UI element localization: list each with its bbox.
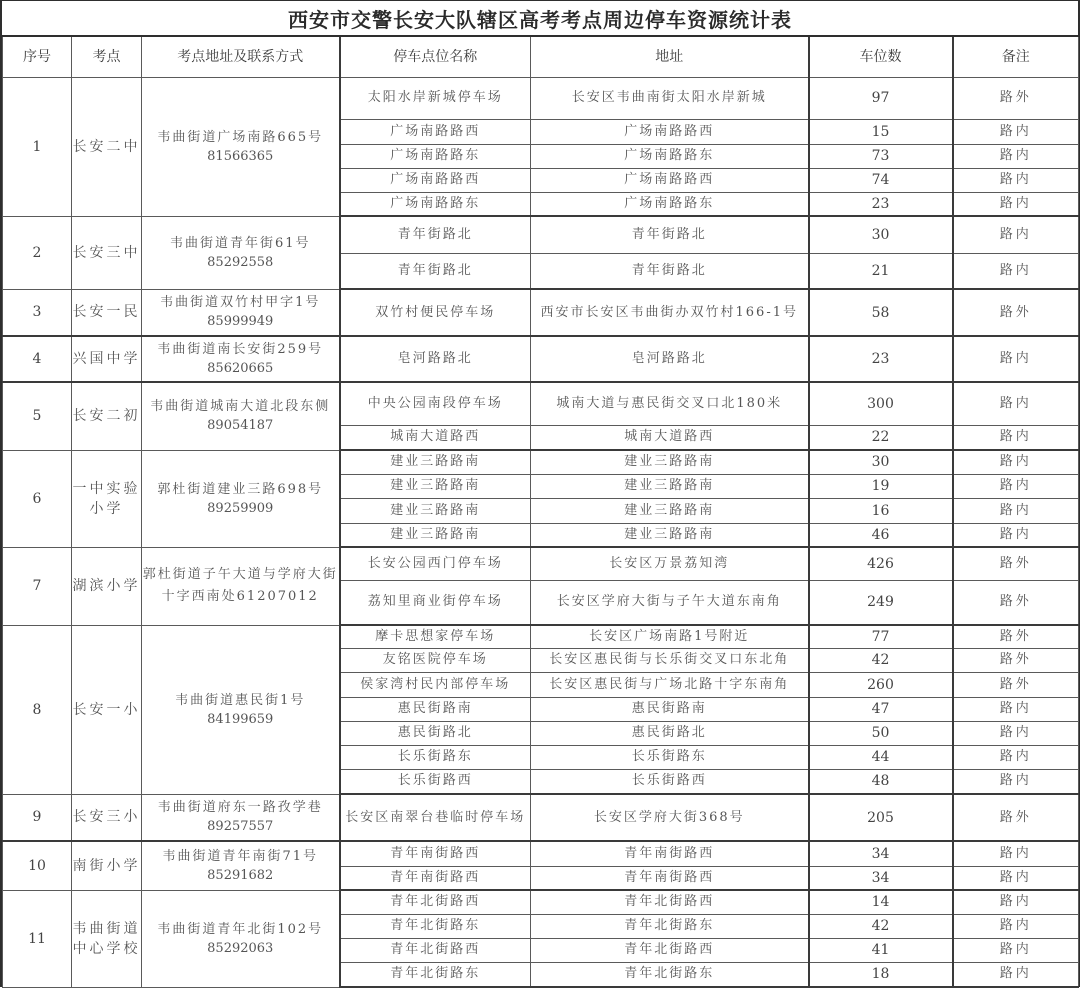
exam-site-street-address: 韦曲街道青年北街102号 (157, 921, 324, 937)
parking-space-count: 249 (809, 580, 953, 625)
exam-site-phone: 89054187 (207, 418, 274, 434)
parking-spot-name: 双竹村便民停车场 (340, 289, 531, 336)
parking-space-count: 34 (809, 841, 953, 866)
parking-space-count: 41 (809, 938, 953, 962)
parking-type-note: 路内 (953, 523, 1079, 547)
exam-site-street-address: 韦曲街道广场南路665号 (157, 129, 324, 145)
parking-space-count: 14 (809, 890, 953, 914)
parking-type-note: 路外 (953, 289, 1079, 336)
exam-site-name: 长安三小 (72, 794, 142, 841)
parking-spot-address: 西安市长安区韦曲街办双竹村166-1号 (531, 289, 809, 336)
header-address: 地址 (531, 37, 809, 77)
parking-spot-address: 建业三路路南 (531, 498, 809, 523)
parking-spot-address: 广场南路路东 (531, 192, 809, 216)
parking-type-note: 路内 (953, 336, 1079, 382)
exam-site-name: 韦曲街道中心学校 (72, 890, 142, 987)
parking-spot-name: 荔知里商业街停车场 (340, 580, 531, 625)
parking-type-note: 路内 (953, 168, 1079, 192)
exam-site-street-address: 韦曲街道城南大道北段东侧 (150, 399, 331, 415)
parking-type-note: 路内 (953, 745, 1079, 769)
parking-spot-address: 青年南街路西 (531, 866, 809, 890)
header-spaces: 车位数 (809, 37, 953, 77)
parking-type-note: 路外 (953, 77, 1079, 119)
parking-type-note: 路内 (953, 119, 1079, 144)
parking-space-count: 77 (809, 625, 953, 648)
parking-space-count: 300 (809, 382, 953, 425)
parking-spot-address: 建业三路路南 (531, 474, 809, 498)
parking-space-count: 58 (809, 289, 953, 336)
table-body (3, 77, 1079, 987)
parking-spot-address: 长安区广场南路1号附近 (531, 625, 809, 648)
parking-spot-address: 广场南路路西 (531, 119, 809, 144)
table-row (3, 547, 1079, 580)
parking-spot-name: 长安公园西门停车场 (340, 547, 531, 580)
parking-type-note: 路外 (953, 625, 1079, 648)
row-index: 10 (3, 841, 72, 890)
parking-space-count: 97 (809, 77, 953, 119)
header-row (3, 37, 1079, 77)
parking-spot-name: 青年北街路西 (340, 938, 531, 962)
parking-spot-name: 友铭医院停车场 (340, 648, 531, 672)
exam-site-name: 湖滨小学 (72, 547, 142, 625)
parking-type-note: 路外 (953, 580, 1079, 625)
parking-spot-address: 长安区学府大街与子午大道东南角 (531, 580, 809, 625)
parking-type-note: 路内 (953, 425, 1079, 450)
exam-site-name: 长安二中 (72, 77, 142, 216)
parking-spot-name: 青年北街路东 (340, 962, 531, 987)
parking-spot-address: 广场南路路东 (531, 144, 809, 168)
parking-space-count: 260 (809, 672, 953, 697)
parking-type-note: 路内 (953, 450, 1079, 474)
table-row (3, 382, 1079, 425)
parking-space-count: 18 (809, 962, 953, 987)
table-row (3, 216, 1079, 253)
parking-spot-name: 中央公园南段停车场 (340, 382, 531, 425)
parking-spot-name: 青年北街路西 (340, 890, 531, 914)
table-row (3, 794, 1079, 841)
parking-type-note: 路内 (953, 192, 1079, 216)
parking-spot-address: 青年街路北 (531, 216, 809, 253)
parking-space-count: 23 (809, 336, 953, 382)
parking-space-count: 48 (809, 769, 953, 794)
parking-space-count: 30 (809, 216, 953, 253)
parking-spot-name: 青年南街路西 (340, 866, 531, 890)
parking-type-note: 路外 (953, 547, 1079, 580)
exam-site-address (142, 841, 340, 890)
parking-spot-address: 城南大道路西 (531, 425, 809, 450)
row-index: 1 (3, 77, 72, 216)
exam-site-street-address: 韦曲街道双竹村甲字1号 (160, 295, 321, 311)
parking-spot-address: 皂河路路北 (531, 336, 809, 382)
header-index: 序号 (3, 37, 72, 77)
parking-space-count: 42 (809, 914, 953, 938)
parking-spot-name: 建业三路路南 (340, 474, 531, 498)
parking-spot-name: 摩卡思想家停车场 (340, 625, 531, 648)
parking-type-note: 路内 (953, 866, 1079, 890)
parking-space-count: 23 (809, 192, 953, 216)
exam-site-street-address: 韦曲街道府东一路孜学巷 (157, 800, 323, 816)
exam-site-address (142, 77, 340, 216)
parking-space-count: 44 (809, 745, 953, 769)
parking-spot-address: 青年北街路东 (531, 914, 809, 938)
parking-spot-name: 建业三路路南 (340, 523, 531, 547)
parking-spot-name: 太阳水岸新城停车场 (340, 77, 531, 119)
parking-spot-address: 建业三路路南 (531, 523, 809, 547)
parking-spot-address: 青年南街路西 (531, 841, 809, 866)
parking-spot-address: 长安区惠民街与长乐街交叉口东北角 (531, 648, 809, 672)
parking-space-count: 34 (809, 866, 953, 890)
parking-spot-name: 青年北街路东 (340, 914, 531, 938)
parking-spot-address: 青年北街路东 (531, 962, 809, 987)
parking-spot-address: 惠民街路南 (531, 697, 809, 721)
exam-site-street-address: 韦曲街道南长安街259号 (157, 342, 324, 357)
exam-site-address (142, 625, 340, 794)
parking-spot-name: 建业三路路南 (340, 498, 531, 523)
parking-space-count: 22 (809, 425, 953, 450)
header-parking-name: 停车点位名称 (340, 37, 531, 77)
exam-site-street-address: 郭杜街道建业三路698号 (157, 481, 324, 497)
parking-spot-name: 广场南路路西 (340, 119, 531, 144)
exam-site-phone: 85620665 (207, 361, 274, 376)
exam-site-street-address: 郭杜街道子午大道与学府大街十字西南处61207012 (142, 567, 338, 604)
row-index: 5 (3, 382, 72, 450)
header-school: 考点 (72, 37, 142, 77)
exam-site-name: 长安三中 (72, 216, 142, 289)
parking-spot-name: 惠民街路南 (340, 697, 531, 721)
exam-site-street-address: 韦曲街道惠民街1号 (175, 692, 306, 708)
parking-spot-address: 长乐街路东 (531, 745, 809, 769)
exam-site-address (142, 450, 340, 547)
exam-site-phone: 89257557 (207, 819, 274, 835)
exam-site-address (142, 382, 340, 450)
parking-spot-name: 广场南路路东 (340, 192, 531, 216)
parking-space-count: 46 (809, 523, 953, 547)
document-title: 西安市交警长安大队辖区高考考点周边停车资源统计表 (2, 0, 1078, 37)
parking-spot-address: 青年北街路西 (531, 890, 809, 914)
row-index: 7 (3, 547, 72, 625)
exam-site-address (142, 547, 340, 625)
exam-site-name: 长安二初 (72, 382, 142, 450)
parking-spot-name: 青年南街路西 (340, 841, 531, 866)
table-row (3, 450, 1079, 474)
parking-spot-address: 惠民街路北 (531, 721, 809, 745)
table-row (3, 289, 1079, 336)
parking-spot-address: 长安区万景荔知湾 (531, 547, 809, 580)
parking-spot-name: 城南大道路西 (340, 425, 531, 450)
parking-type-note: 路内 (953, 382, 1079, 425)
parking-space-count: 16 (809, 498, 953, 523)
exam-site-phone: 85291682 (207, 867, 274, 883)
parking-space-count: 205 (809, 794, 953, 841)
exam-site-name: 南街小学 (72, 841, 142, 890)
exam-site-name: 长安一民 (72, 289, 142, 336)
parking-spot-name: 长安区南翠台巷临时停车场 (340, 794, 531, 841)
row-index: 4 (3, 336, 72, 382)
exam-site-address (142, 289, 340, 336)
parking-type-note: 路内 (953, 890, 1079, 914)
exam-site-name: 兴国中学 (72, 336, 142, 382)
parking-type-note: 路内 (953, 769, 1079, 794)
parking-spot-name: 广场南路路东 (340, 144, 531, 168)
parking-spot-name: 惠民街路北 (340, 721, 531, 745)
parking-spot-address: 建业三路路南 (531, 450, 809, 474)
exam-site-phone: 85999949 (207, 314, 274, 330)
row-index: 3 (3, 289, 72, 336)
parking-type-note: 路外 (953, 794, 1079, 841)
parking-space-count: 73 (809, 144, 953, 168)
row-index: 9 (3, 794, 72, 841)
parking-space-count: 47 (809, 697, 953, 721)
table-row (3, 841, 1079, 866)
parking-spot-name: 青年街路北 (340, 253, 531, 289)
parking-type-note: 路内 (953, 841, 1079, 866)
parking-type-note: 路外 (953, 672, 1079, 697)
parking-space-count: 426 (809, 547, 953, 580)
parking-spot-address: 城南大道与惠民街交叉口北180米 (531, 382, 809, 425)
parking-spot-name: 广场南路路西 (340, 168, 531, 192)
exam-site-address (142, 794, 340, 841)
parking-table (2, 37, 1079, 988)
parking-space-count: 50 (809, 721, 953, 745)
parking-space-count: 15 (809, 119, 953, 144)
parking-spot-address: 长安区学府大街368号 (531, 794, 809, 841)
parking-space-count: 21 (809, 253, 953, 289)
parking-type-note: 路内 (953, 216, 1079, 253)
parking-type-note: 路内 (953, 697, 1079, 721)
table-row (3, 77, 1079, 119)
exam-site-street-address: 韦曲街道青年南街71号 (162, 848, 319, 864)
exam-site-phone: 89259909 (207, 500, 274, 516)
parking-spot-name: 长乐街路西 (340, 769, 531, 794)
parking-spot-name: 侯家湾村民内部停车场 (340, 672, 531, 697)
exam-site-phone: 85292063 (207, 940, 274, 956)
parking-spot-address: 长安区惠民街与广场北路十字东南角 (531, 672, 809, 697)
parking-spot-name: 建业三路路南 (340, 450, 531, 474)
parking-spot-address: 青年街路北 (531, 253, 809, 289)
exam-site-phone: 85292558 (207, 254, 274, 270)
parking-type-note: 路内 (953, 962, 1079, 987)
parking-space-count: 74 (809, 168, 953, 192)
exam-site-phone: 84199659 (207, 711, 274, 727)
row-index: 2 (3, 216, 72, 289)
header-school-address: 考点地址及联系方式 (142, 37, 340, 77)
header-note: 备注 (953, 37, 1079, 77)
parking-type-note: 路内 (953, 253, 1079, 289)
exam-site-phone: 81566365 (207, 148, 274, 164)
parking-type-note: 路内 (953, 474, 1079, 498)
exam-site-address (142, 336, 340, 382)
parking-type-note: 路内 (953, 938, 1079, 962)
parking-space-count: 19 (809, 474, 953, 498)
parking-spot-address: 广场南路路西 (531, 168, 809, 192)
row-index: 11 (3, 890, 72, 987)
parking-spot-address: 长乐街路西 (531, 769, 809, 794)
parking-spot-address: 青年北街路西 (531, 938, 809, 962)
exam-site-address (142, 890, 340, 987)
parking-spot-address: 长安区韦曲南街太阳水岸新城 (531, 77, 809, 119)
parking-spot-name: 长乐街路东 (340, 745, 531, 769)
exam-site-address (142, 216, 340, 289)
exam-site-name: 长安一小 (72, 625, 142, 794)
row-index: 6 (3, 450, 72, 547)
parking-type-note: 路内 (953, 498, 1079, 523)
table-row (3, 625, 1079, 648)
parking-space-count: 30 (809, 450, 953, 474)
row-index: 8 (3, 625, 72, 794)
parking-space-count: 42 (809, 648, 953, 672)
parking-type-note: 路内 (953, 721, 1079, 745)
table-row (3, 890, 1079, 914)
parking-spot-name: 青年街路北 (340, 216, 531, 253)
table-row (3, 336, 1079, 382)
parking-type-note: 路外 (953, 648, 1079, 672)
parking-spot-name: 皂河路路北 (340, 336, 531, 382)
exam-site-street-address: 韦曲街道青年街61号 (169, 235, 311, 251)
parking-type-note: 路内 (953, 144, 1079, 168)
parking-type-note: 路内 (953, 914, 1079, 938)
exam-site-name: 一中实验小学 (72, 450, 142, 547)
